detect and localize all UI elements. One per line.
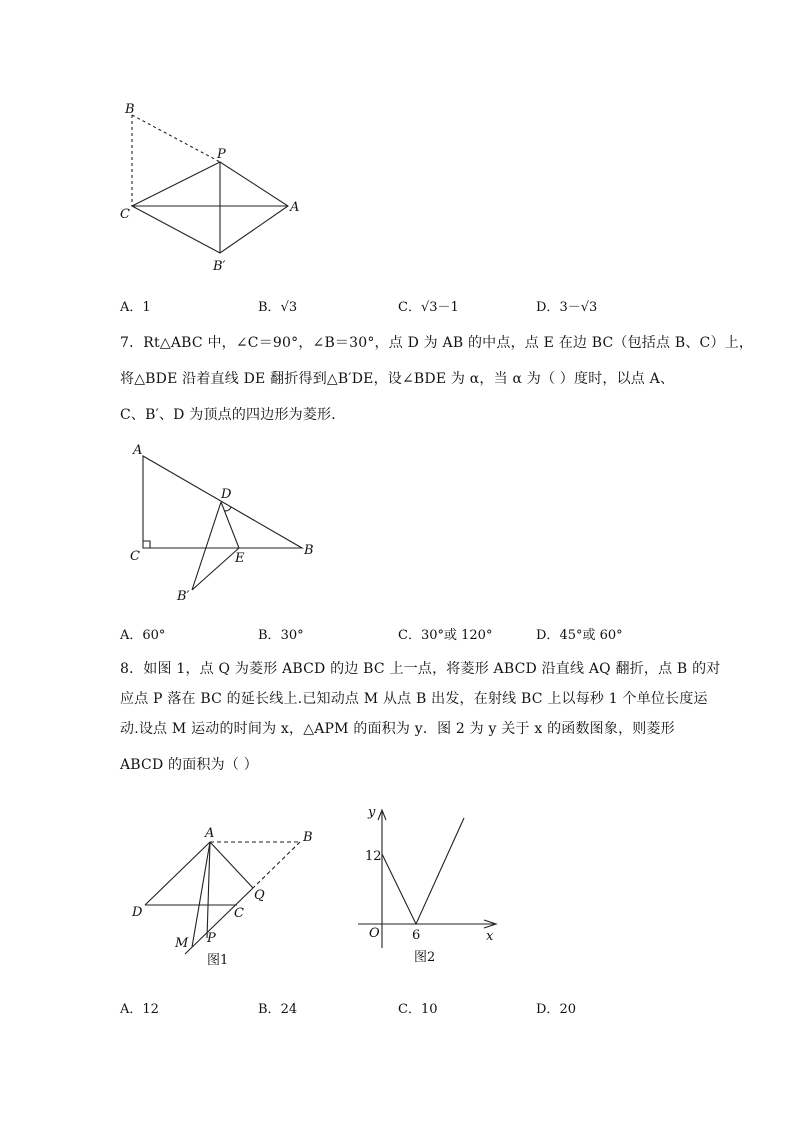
dashed-bp [132,115,220,162]
caption-fig1: 图1 [207,953,229,968]
q7-figure [120,438,330,608]
right-angle-mark [143,541,150,548]
q6-choice-a[interactable]: A．1 [120,300,151,315]
q6-choice-c[interactable]: C．√3－1 [398,300,459,315]
label-y-12: 12 [365,849,382,864]
q8-choice-c[interactable]: C．10 [398,1002,438,1017]
label-c: C [130,549,140,564]
label-b-prime: B′ [177,589,190,604]
label-origin: O [369,926,380,941]
q6-choice-b[interactable]: B．√3 [258,300,298,315]
q7-choice-b[interactable]: B．30° [258,628,304,643]
label-a: A [133,443,143,458]
label-y: y [368,805,376,820]
q8-line-4: ABCD 的面积为（ ） [120,757,258,773]
rhombus-cpab [132,162,288,253]
q8-choice-b[interactable]: B．24 [258,1002,298,1017]
q8-figure-2 [352,798,512,968]
label-m: M [175,936,189,951]
label-b-prime: B′ [213,259,226,274]
label-p: P [217,147,226,162]
label-b: B [304,543,314,558]
label-x-6: 6 [412,928,421,943]
label-d: D [221,487,232,502]
q8-figure-1 [125,818,325,973]
q7-line-2: 将△BDE 沿着直线 DE 翻折得到△B′DE，设∠BDE 为 α，当 α 为（ ）度时，以点 A、 [120,371,675,387]
q8-line-3: 动.设点 M 运动的时间为 x，△APM 的面积为 y．图 2 为 y 关于 x 的函数图象，则菱形 [120,721,675,737]
q7-line-3: C、B′、D 为顶点的四边形为菱形． [120,407,346,423]
q7-choice-d[interactable]: D．45°或 60° [536,628,623,643]
q7-choice-a[interactable]: A．60° [120,628,166,643]
dashed-bq [253,842,300,888]
segment-aq [210,842,253,888]
q6-choice-d[interactable]: D．3－√3 [536,300,598,315]
label-p: P [207,931,216,946]
label-b: B [303,830,313,845]
angle-mark-d [224,507,231,511]
q6-figure [110,95,310,275]
q7-line-1: 7．Rt△ABC 中，∠C＝90°，∠B＝30°，点 D 为 AB 的中点，点 E 在边 BC（包括点 B、C）上， [120,335,754,351]
label-c: C [120,207,130,222]
label-a: A [290,200,300,215]
side-ad [145,842,210,905]
label-q: Q [254,888,265,903]
caption-fig2: 图2 [414,950,436,965]
label-c: C [234,906,244,921]
q8-choice-d[interactable]: D．20 [536,1002,576,1017]
label-b: B [125,102,135,117]
label-x: x [486,929,494,944]
label-e: E [235,551,245,566]
label-a: A [205,826,215,841]
ray-bc [185,888,253,954]
triangle-abc [143,456,302,548]
q8-choice-a[interactable]: A．12 [120,1002,159,1017]
q7-choice-c[interactable]: C．30°或 120° [398,628,493,643]
q8-line-1: 8．如图 1，点 Q 为菱形 ABCD 的边 BC 上一点，将菱形 ABCD 沿直线 AQ 翻折，点 B 的对 [120,661,721,677]
function-graph [382,818,464,924]
q8-line-2: 应点 P 落在 BC 的延长线上.已知动点 M 从点 B 出发，在射线 BC 上以每秒 1 个单位长度运 [120,691,708,707]
label-d: D [132,905,143,920]
